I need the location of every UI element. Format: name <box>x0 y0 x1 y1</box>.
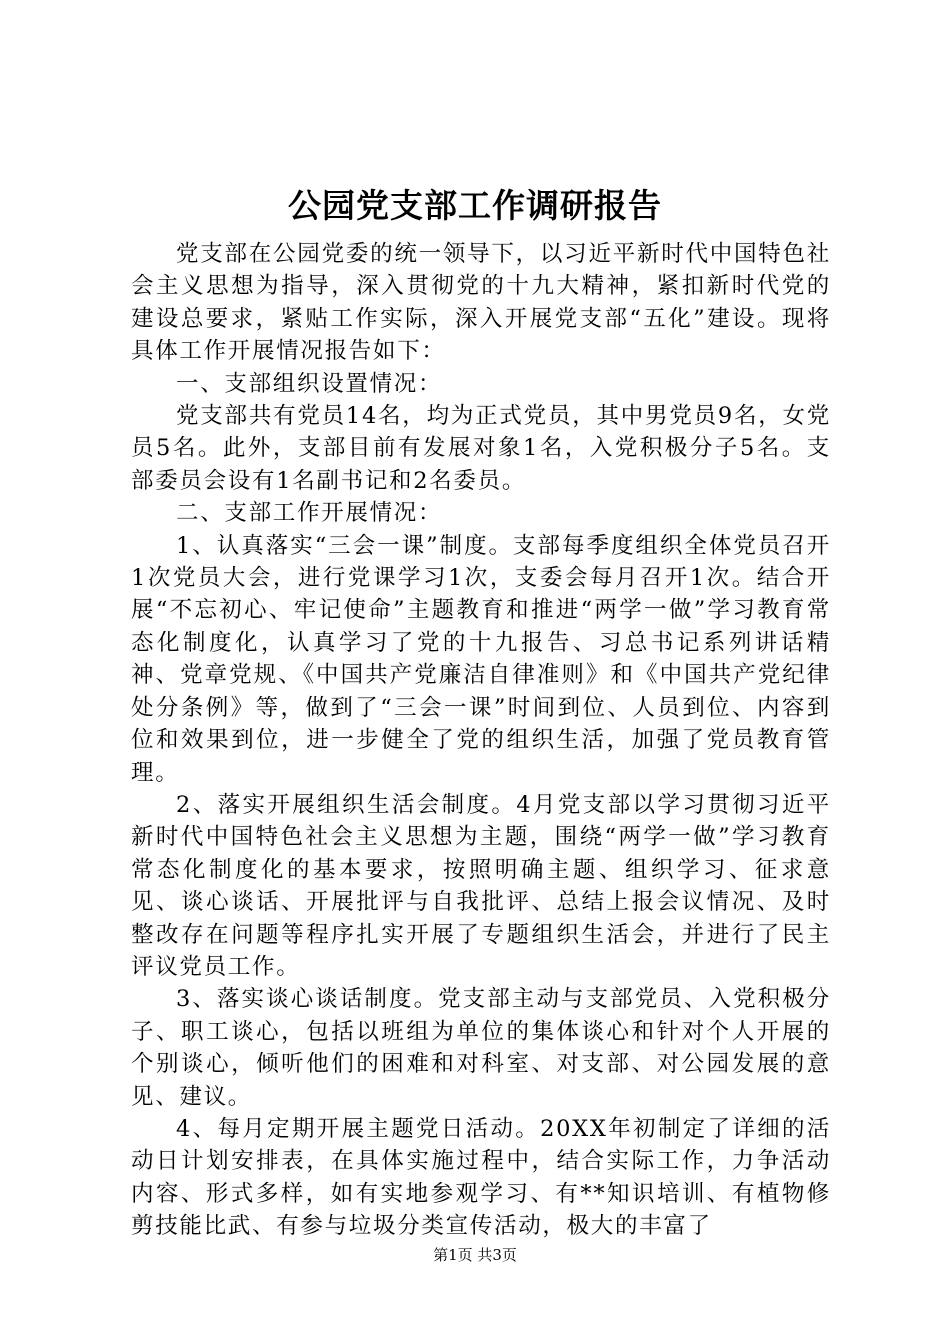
work-item-4-paragraph: 4、每月定期开展主题党日活动。20XX年初制定了详细的活动日计划安排表，在具体实施过程中，结合实际工作，力争活动内容、形式多样，如有实地参观学习、有**知识培训、有植物修剪技能比武、有参与垃圾分类宣传活动，极大的丰富了 <box>131 1115 831 1240</box>
section-heading-work: 二、支部工作开展情况： <box>176 500 443 527</box>
document-title: 公园党支部工作调研报告 <box>288 186 662 225</box>
document-body <box>131 238 831 1243</box>
section-heading-organization: 一、支部组织设置情况： <box>176 370 443 397</box>
organization-paragraph: 党支部共有党员14名，均为正式党员，其中男党员9名，女党员5名。此外，支部目前有发展对象1名，入党积极分子5名。支部委员会设有1名副书记和2名委员。 <box>131 403 831 494</box>
work-item-3-paragraph: 3、落实谈心谈话制度。党支部主动与支部党员、入党积极分子、职工谈心，包括以班组为单位的集体谈心和针对个人开展的个别谈心，倾听他们的困难和对科室、对支部、对公园发展的意见、建议。 <box>131 986 831 1110</box>
intro-paragraph: 党支部在公园党委的统一领导下，以习近平新时代中国特色社会主义思想为指导，深入贯彻党的十九大精神，紧扣新时代党的建设总要求，紧贴工作实际，深入开展党支部“五化”建设。现将具体工作开展情况报告如下： <box>131 241 831 365</box>
work-item-2-paragraph: 2、落实开展组织生活会制度。4月党支部以学习贯彻习近平新时代中国特色社会主义思想为主题，围绕“两学一做”学习教育常态化制度化的基本要求，按照明确主题、组织学习、征求意见、谈心谈话、开展批评与自我批评、总结上报会议情况、及时整改存在问题等程序扎实开展了专题组织生活会，并进行了民主评议党员工作。 <box>131 791 831 980</box>
work-item-1-paragraph: 1、认真落实“三会一课”制度。支部每季度组织全体党员召开1次党员大会，进行党课学习1次，支委会每月召开1次。结合开展“不忘初心、牢记使命”主题教育和推进“两学一做”学习教育常态化制度化，认真学习了党的十九报告、习总书记系列讲话精神、党章党规、《中国共产党廉洁自律准则》和《中国共产党纪律处分条例》等，做到了“三会一课”时间到位、人员到位、内容到位和效果到位，进一步健全了党的组织生活，加强了党员教育管理。 <box>131 532 831 786</box>
page-number-footer: 第1页 共3页 <box>433 1246 517 1264</box>
